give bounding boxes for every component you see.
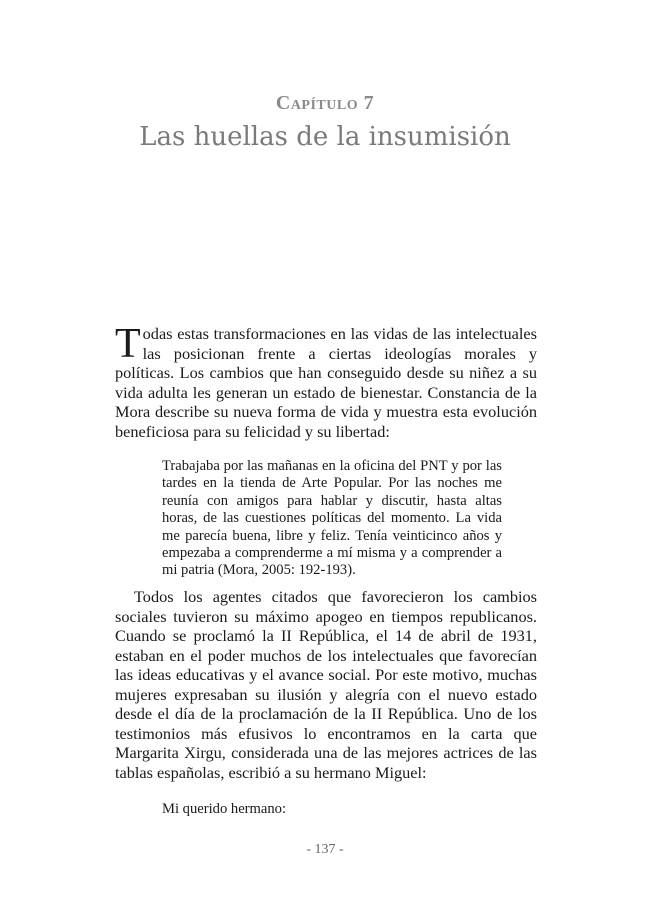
paragraph-2: Todos los agentes citados que favorecieron los cambios sociales tuvieron su máximo apogeo en tiempos republicanos. Cuando se proclamó la II República, el 14 de abril de 1931, estaban en el poder muchos de los intelectuales que favorecían las ideas educativas y el avance social. Por este motivo, muchas mujeres expresaban su ilusión y alegría con el nuevo estado desde el día de la proclamación de la II República. Uno de los testimonios más efusivos lo encontramos en la carta que Margarita Xirgu, considerada una de las mejores actrices de las tablas españolas, escribió a su hermano Miguel: [115,587,537,782]
chapter-label: Capítulo 7 [275,92,375,114]
block-quote-2: Mi querido hermano: [162,801,287,817]
paragraph-1-text: odas estas transformaciones en las vidas de las intelectuales las posicionan frente a ciertas ideologías morales y políticas. Los cambios que han conseguido desde su niñez a su vida adulta les generan un estado de bienestar. Constancia de la Mora describe su nueva forma de vida y muestra esta evolución beneficiosa para su felicidad y su libertad: [115,324,537,441]
chapter-title: Las huellas de la insumisión [139,122,511,152]
paragraph-1 [115,321,537,441]
block-quote-1: Trabajaba por las mañanas en la oficina del PNT y por las tardes en la tienda de Arte Popular. Por las noches me reunía con amigos para hablar y discutir, hasta altas horas, de las cuestiones políticas del momento. La vida me parecía buena, libre y feliz. Tenía veinticinco años y empezaba a comprenderme a mí misma y a comprender a mi patria (Mora, 2005: 192-193). [162,458,502,579]
drop-cap: T [115,321,141,367]
page-number: - 137 - [306,842,344,857]
